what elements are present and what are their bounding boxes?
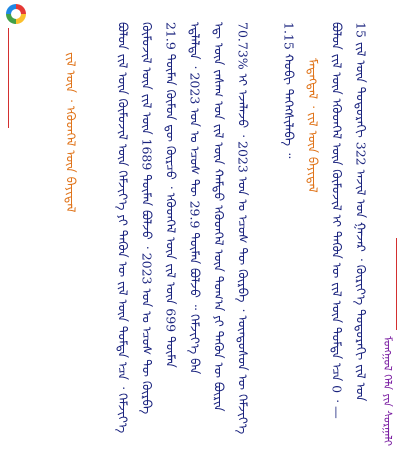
text-column: 70.73% ᠢ ᠡᠵᠡᠯᠡᠵᠦ ᠂ 2023 ᠣᠨ ᠤ ᠡᠴᠦᠰ ᠲᠦ ᠬᠦᠷᠪᠡ ᠂ ᠦᠨᠳᠦᠰᠦᠨ ᠦ ᠬᠡᠮᠵᠢᠶ᠎ᠡ — [235, 22, 251, 435]
text-column: 21.9 ᠲᠦᠮᠡᠨ ᠬᠦᠮᠦᠨ ᠳᠦ ᠬᠦᠷᠴᠦ ᠂ ᠡᠭᠦᠳᠬᠡᠯ ᠦᠨ ᠵᠢᠯ ᠦᠨ 699 ᠲᠦᠮᠡᠨ — [163, 22, 179, 368]
text-column: ᠡᠳ᠋ ᠦᠨ ᠵᠠᠰᠠᠭ ᠤᠨ ᠵᠢᠯ ᠦᠨ ᠬᠠᠮᠲᠤ ᠡᠭᠦᠳᠬᠡᠯ ᠦᠨ ᠲᠣᠭ᠎ᠠ ᠶᠢ ᠲᠡᠭᠦᠨ ᠦ ᠪᠦᠷᠢᠨ — [211, 22, 227, 412]
divider-line — [8, 28, 9, 128]
running-header: ᠮᠣᠩᠭᠣᠯ ᠬᠡᠯᠡ ᠶᠢᠨ ᠰᠤᠷᠭᠠᠯᠢ — [381, 336, 394, 447]
text-column: 15 ᠵᠢᠯ ᠦᠨ ᠳᠣᠲᠣᠷᠠᠬᠢ 322 ᠠᠵᠢᠯ ᠤᠨ ᠭᠠᠵᠠᠷ ᠂ ᠬᠦᠷᠢᠶ᠎ᠡ ᠳᠣᠲᠣᠷᠠᠬᠢ ᠵᠢᠯ ᠤᠨ — [353, 22, 369, 402]
text-column: ᠪᠣᠯᠤᠨ ᠵᠢᠯ ᠦᠨ ᠬᠦᠮᠦᠵᠢᠯ ᠦᠨ ᠬᠡᠮᠵᠢᠶ᠎ᠡ ᠶᠢ ᠲᠡᠭᠦᠨ ᠦ ᠵᠢᠯ ᠦᠨ ᠳᠤᠮᠳᠠ ᠡᠴᠡ ᠂ ᠬᠡᠮᠵᠢᠶ᠎ᠡ — [115, 22, 131, 434]
text-column: ᠬᠦᠮᠦᠵᠢᠯ ᠦᠨ ᠵᠢᠯ ᠦᠨ 1689 ᠲᠦᠮᠡᠨ ᠪᠣᠯᠵᠤ ᠂ 2023 ᠣᠨ ᠤ ᠡᠴᠦᠰ ᠲᠦ ᠬᠦᠷᠪᠡ — [139, 22, 155, 415]
header-divider — [396, 238, 397, 330]
section-heading: ᠮᠡᠳᠡᠭᠳᠡᠯ ᠂ ᠵᠢᠯ ᠦᠨ ᠪᠠᠶᠢᠳᠠᠯ — [305, 58, 321, 193]
text-column: 1.15 ᠬᠤᠪᠢ ᠳᠡᠭᠡᠭᠰᠢᠯᠡᠪᠡ ᠃ — [281, 22, 297, 159]
section-heading: ᠵᠢᠯ ᠦᠨ ᠂ ᠡᠭᠦᠳᠬᠡᠯ ᠦᠨ ᠪᠠᠶᠢᠳᠠᠯ — [63, 52, 79, 213]
logo-icon — [6, 4, 26, 24]
text-column: ᠡᠳ᠋ᠯᠡᠯᠲᠡ ᠂ 2023 ᠣᠨ ᠤ ᠡᠴᠦᠰ ᠲᠦ 29.9 ᠲᠦᠮᠡᠨ ᠪᠣᠯᠵᠤ ᠃ ᠬᠡᠮᠵᠢᠶ᠎ᠡ ᠪᠡᠨ — [187, 22, 203, 375]
text-column: ᠪᠣᠯᠤᠨ ᠵᠢᠯ ᠦᠨ ᠡᠭᠦᠳᠬᠡᠯ ᠦᠨ ᠬᠦᠮᠦᠵᠢᠯ ᠢ ᠲᠡᠭᠦᠨ ᠦ ᠵᠢᠯ ᠦᠨ ᠳᠤᠮᠳᠠ ᠡᠴᠡ 0 ᠂ — — [329, 22, 345, 419]
